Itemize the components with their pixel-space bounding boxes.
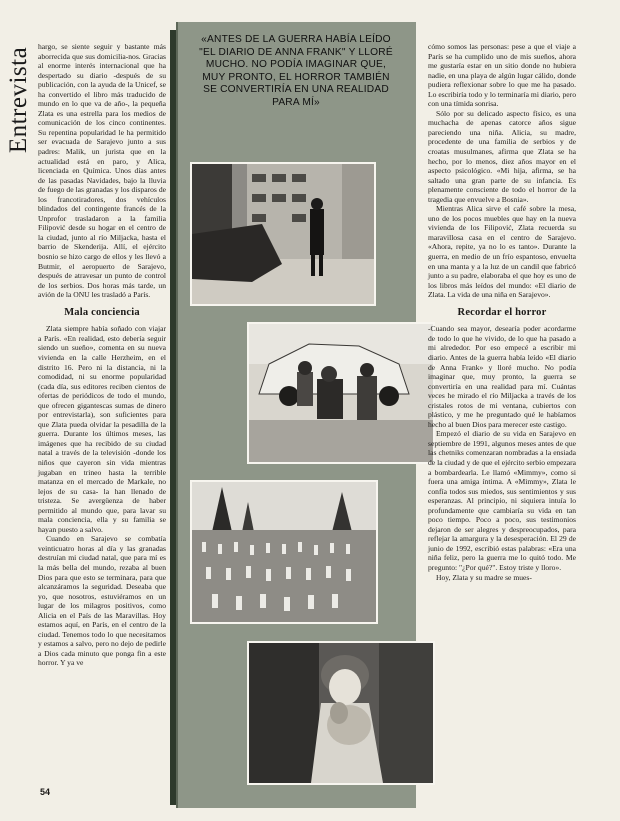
section-label	[6, 40, 32, 160]
right-paragraph: cómo somos las personas: pese a que el viaje a París se ha cumplido uno de mis sueños, ahora me gustaría estar en un sitio donde no hubiera nadie, en una playa de algún lugar cálido, donde pudiera reflexionar sobre lo que me ha pasado. Lo escribiría todo y lo terminaría mi diario, pero con una tímida sonrisa.	[428, 42, 576, 109]
right-paragraph: Empezó el diario de su vida en Sarajevo en septiembre de 1991, algunos meses antes de que las chetniks comenzaran nombradas a la ensiada de la ciudad y de que el ejército serbio empezara a bombardearla. Le llamó «Mimmy», como si fuera una amiga íntima. A «Mimmy», Zlata le confía todos sus miedos, sus sentimientos y sus esperanzas. Al principio, ni siquiera intuía lo profundamente que cambiaría su vida en tan poco tiempo. Poco a poco, sus testimonios dejaron de ser alegres y despreocupados, para reflejar la amargura y la desesperación. El 29 de junio de 1992, escribió estas palabras: «Era una niña feliz, pero la guerra me lo quitó todo. Me pregunto: "¿Por qué?". Estoy triste y lloro».	[428, 429, 576, 572]
photo-cemetery	[190, 480, 378, 624]
left-paragraph: Cuando en Sarajevo se combatía veinticuatro horas al día y las granadas destruían mi ciudad natal, que para mí es la más bella del mundo, rezaba al buen Dios para que esto se terminara, para que alcanzáramos la seguridad. Deseaba que yo, que nosotros, estuviéramos en un lugar de los milagros positivos, como Alicia en el País de las Maravillas. Hoy estamos aquí, en París, en el centro de la ciudad. Tenemos todo lo que necesitamos y estamos a salvo, pero no dejo de pedirle a Dios cada minuto que ponga fin a este horror. Y ya ve	[38, 534, 166, 668]
photo-children-car	[247, 322, 435, 464]
left-paragraph: Zlata siempre había soñado con viajar a París. «En realidad, esto debería seguir siendo un sueño», comenta en su nueva vivienda en la calle Herzheim, en el distrito 16. Pero ni la distancia, ni la comodidad, ni su enorme popularidad (cada día, sus editores reciben cientos de ofertas de periódicos de todo el mundo, que ofrecen gigantescas sumas de dinero por entrevistarla), son suficientes para que Zlata pueda olvidar la pesadilla de la guerra. Durante los últimos meses, las imágenes que ha recibido de su ciudad natal a través de la televisión -donde los niños que cayeron sin vida mientras jugaban en trineo hasta la terrible matanza en el mercado de Markale, no lejos de su casa- la han llenado de tristeza. Se avergüenza de haber permitido al mundo que, para lavar su mala conciencia, ella y su familia se hayan puesto a salvo.	[38, 324, 166, 534]
page-number: 54	[40, 787, 51, 797]
subheading-recordar-el-horror: Recordar el horror	[457, 306, 547, 318]
left-column	[38, 42, 166, 668]
right-paragraph: Sólo por su delicado aspecto físico, es una muchacha de apenas catorce años sigue pareciendo una niña. Alicia, su madre, procedente de una familia de serbios y de croatas musulmanes, afirma que Zlata se ha hecho, por lo menos, diez años mayor en el aspecto psicológico. «Mi hija, afirma, se ha saltado una gran parte de su infancia. Es plenamente consciente de todo el horror de la tragedia que envuelve a Bosnia».	[428, 108, 576, 204]
pull-quote: «ANTES DE LA GUERRA HABÍA LEÍDO "EL DIARIO DE ANNA FRANK" Y LLORÉ MUCHO. NO PODÍA IMAGINAR QUE, MUY PRONTO, EL HORROR TAMBIÉN SE CONVERTIRÍA EN UNA REALIDAD PARA MÍ»	[199, 34, 393, 108]
photo-girl-with-puppy	[247, 641, 435, 785]
left-paragraph: hargo, se siente seguir y bastante más aborrecida que sus domicilia-nos. Gracias al enorme interés internacional que ha despertado su diario -después de su publicación, con la ayuda de la Unicef, se ha convertido el libro más traducido de mundo en lo que va de año-, la pequeña Zlata es una estrella para los medios de comunicación de los cinco continentes. Su repentina popularidad le ha permitido ser evacuada de Sarajevo junto a sus padres: Malik, un jurista que en la actualidad está en paro, y Alica, licenciada en Química. Unos días antes de las pasadas Navidades, bajo la lluvia de fuego de las granadas y los disparos de los francotiradores, dos vehículos blindados del contingente francés de la Unprofor trasladaron a la familia Filipović desde su hogar en el centro de la ciudad, junto al río Miljacka, hasta el barrio de Skenderija. Allí, el ejército bosnio se hizo cargo de ellos y les llevó a Butmir, el aeropuerto de Sarajevo, después de atravesar un punto de control de los serbios. Dos horas más tarde, un avión de la ONU les trasladó a París.	[38, 42, 166, 300]
right-paragraph: Hoy, Zlata y su madre se mues-	[436, 572, 532, 582]
right-column	[428, 42, 576, 582]
section-title: Entrevista	[5, 46, 33, 154]
right-paragraph: Mientras Alica sirve el café sobre la mesa, uno de los pocos muebles que hay en la nueva vivienda de los Filipović, Zlata recuerda su maravillosa casa en el centro de Sarajevo. «Ahora, repite, ya no lo es tanto». Durante la guerra, en medio de un frío espantoso, envuelta en una manta y a la luz de un candil que fabricó junto a su padre, elaboraba el que hoy es uno de los libros más leídos del mundo: «El diario de Zlata. La vida de una niña en Sarajevo».	[428, 204, 576, 300]
right-paragraph: -Cuando sea mayor, desearía poder acordarme de todo lo que he vivido, de lo que ha pasado a mi alrededor. Por eso empecé a escribir mi diario. Antes de la guerra había leído «El diario de Anna Frank» y lloré mucho. No podía imaginar que, muy pronto, la guerra se convertiría en una realidad para mí. Cuántas veces he mirado el río Miljacka a través de los cristales rotos de mi ventana, cubiertos con plástico, y me he preguntado qué le habíamos hecho al buen Dios para merecer este castigo.	[428, 324, 576, 429]
photo-street-wreckage	[190, 162, 376, 306]
subheading-mala-conciencia: Mala conciencia	[64, 306, 140, 318]
